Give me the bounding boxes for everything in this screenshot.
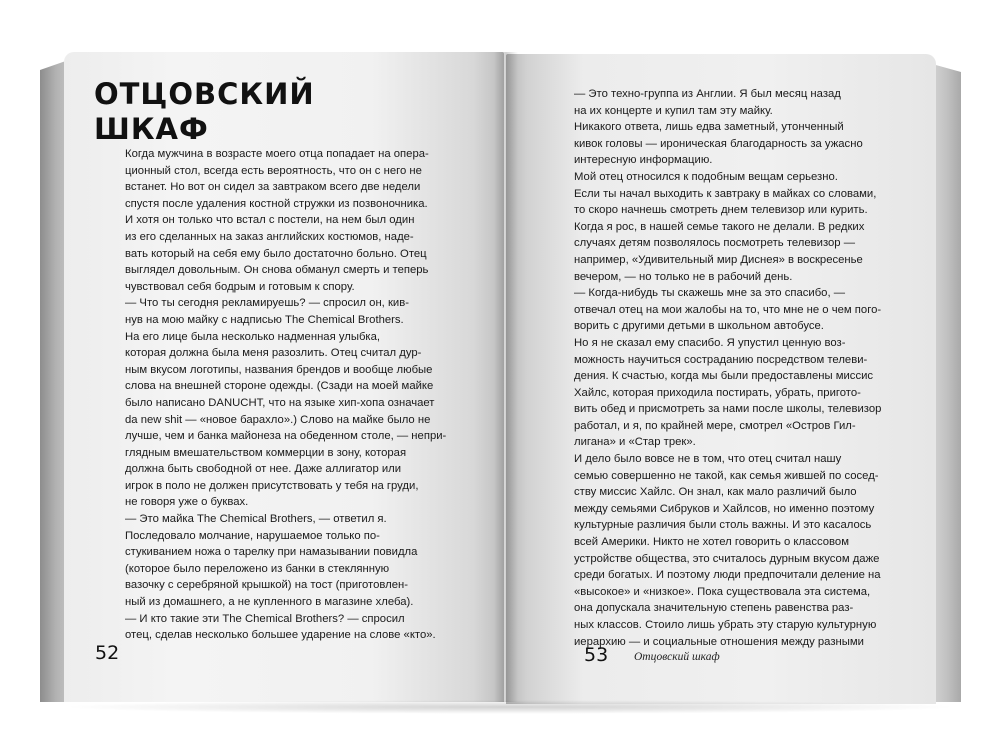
text-line: — Что ты сегодня рекламируешь? — спросил он, кив- [125, 297, 409, 310]
text-line: отец, сделав несколько большее ударение на слове «кто». [125, 629, 436, 642]
text-line: Если ты начал выходить к завтраку в майках со словами, [574, 187, 877, 200]
text-line: Но я не сказал ему спасибо. Я упустил ценную воз- [574, 336, 846, 349]
text-line: случаях детям позволялось посмотреть телевизор — [574, 237, 856, 250]
right-page [506, 54, 936, 704]
text-line: глядным вмешательством коммерции в зону, которая [125, 446, 407, 459]
text-line: интересную информацию. [574, 154, 713, 167]
text-line: которая должна была меня разозлить. Отец считал дур- [125, 347, 422, 360]
running-head: Отцовский шкаф [634, 651, 720, 663]
text-line: дения. К счастью, когда мы были предоставлены миссис [574, 370, 874, 383]
text-line: Хайлс, которая приходила постирать, убрать, пригото- [574, 386, 861, 399]
text-line: из его сделанных на заказ английских костюмов, наде- [125, 230, 414, 243]
text-line: Мой отец относился к подобным вещам серьезно. [574, 170, 838, 183]
text-line: ционный стол, всегда есть вероятность, что он с него не [125, 164, 422, 177]
text-line: Когда мужчина в возрасте моего отца попадает на опера- [125, 148, 429, 160]
text-line: всей Америки. Никто не хотел говорить о классовом [574, 536, 849, 549]
text-line: работал, и я, по крайней мере, смотрел «Остров Гил- [574, 419, 856, 432]
text-line: лучше, чем и банка майонеза на обеденном столе, — непри- [125, 430, 447, 443]
text-line: выглядел довольным. Он снова обманул смерть и теперь [125, 264, 429, 277]
text-line: ных классов. Стоило лишь убрать эту старую культурную [574, 619, 877, 631]
text-line: спустя после удаления костной стружки из позвоночника. [125, 197, 428, 210]
left-page [64, 52, 504, 702]
text-line: — И кто такие эти The Chemical Brothers? — спросил [125, 612, 405, 625]
text-line: должна быть свободной от нее. Даже аллигатор или [125, 463, 402, 476]
text-line: иерархию — и социальные отношения между разными [574, 635, 864, 648]
text-line: Последовало молчание, нарушаемое только по- [125, 529, 380, 542]
text-line: вазочку с серебряной крышкой) на тост (приготовлен- [125, 579, 408, 592]
text-line: ворить с другими детьми в школьном автобусе. [574, 320, 824, 333]
spine-shadow [494, 52, 518, 702]
chapter-title-line: ОТЦОВСКИЙ [94, 77, 315, 111]
text-line: можность научиться состраданию посредством телеви- [574, 353, 868, 366]
text-line: на их концерте и купил там эту майку. [574, 104, 773, 117]
text-line: нув на мою майку с надписью The Chemical Brothers. [125, 313, 404, 326]
text-line: — Когда-нибудь ты скажешь мне за это спасибо, — [574, 287, 846, 300]
text-line: лигана» и «Стар трек». [574, 436, 696, 449]
text-line: не говоря уже о буквах. [125, 496, 249, 509]
text-line: устройстве общества, это считалось дурным вкусом даже [574, 552, 880, 565]
text-line: культурные различия были столь важны. И это касалось [574, 519, 872, 532]
chapter-title-line: ШКАФ [94, 112, 209, 146]
text-line: da new shit — «новое барахло».) Слово на майке было не [125, 413, 431, 426]
text-line: вить обед и присмотреть за нами после школы, телевизор [574, 403, 882, 416]
text-line: ным вкусом логотипы, названия брендов и вообще любые [125, 363, 433, 376]
text-line: ный из домашнего, а не купленного в магазине хлеба). [125, 596, 414, 609]
text-line: (которое было переложено из банки в стеклянную [125, 562, 390, 575]
text-line: вечером, — но только не в рабочий день. [574, 270, 793, 283]
page-number-left: 52 [95, 642, 120, 664]
chapter-title [94, 77, 315, 147]
text-line: было написано DANUCHT, что на языке хип-хопа означает [125, 396, 435, 409]
text-line: отвечал отец на мои жалобы на то, что мне не о чем пого- [574, 303, 882, 316]
right-page-body-text [574, 86, 881, 650]
text-line: вать который на себя ему было достаточно больно. Отец [125, 247, 427, 260]
left-page-body-text [125, 146, 446, 644]
text-line: стукиванием ножа о тарелку при намазывании повидла [125, 546, 418, 559]
text-line: На его лице была несколько надменная улыбка, [125, 330, 381, 343]
text-line: семью совершенно не такой, как семья жившей по сосед- [574, 469, 879, 482]
text-line: между семьями Сибруков и Хайлсов, но именно поэтому [574, 502, 875, 515]
text-line: встанет. Но вот он сидел за завтраком всего две недели [125, 181, 421, 194]
text-line: слова на внешней стороне одежды. (Сзади на моей майке [125, 380, 434, 393]
text-line: Никакого ответа, лишь едва заметный, утонченный [574, 121, 844, 134]
text-line: И дело было вовсе не в том, что отец считал нашу [574, 453, 842, 466]
text-line: — Это майка The Chemical Brothers, — ответил я. [125, 513, 387, 526]
text-line: ству миссис Хайлс. Он знал, как мало различий было [574, 486, 857, 499]
text-line: среди богатых. И поэтому люди предпочитали деление на [574, 569, 881, 582]
text-line: она допускала значительную степень равенства раз- [574, 602, 854, 615]
text-line: то скоро начнешь смотреть днем телевизор или курить. [574, 204, 868, 217]
text-line: чувствовал себя бодрым и готовым к спору. [125, 280, 355, 293]
text-line: — Это техно-группа из Англии. Я был месяц назад [574, 88, 841, 100]
text-line: игрок в поло не должен присутствовать у тебя на груди, [125, 479, 419, 492]
text-line: например, «Удивительный мир Диснея» в воскресенье [574, 253, 863, 266]
text-line: «высокое» и «низкое». Пока существовала эта система, [574, 585, 871, 598]
book-shadow [60, 700, 960, 714]
text-line: Когда я рос, в нашей семье такого не делали. В редких [574, 220, 865, 233]
page-number-right: 53 [584, 644, 609, 666]
text-line: И хотя он только что встал с постели, на нем был один [125, 214, 415, 227]
text-line: кивок головы — ироническая благодарность за ужасно [574, 137, 863, 150]
